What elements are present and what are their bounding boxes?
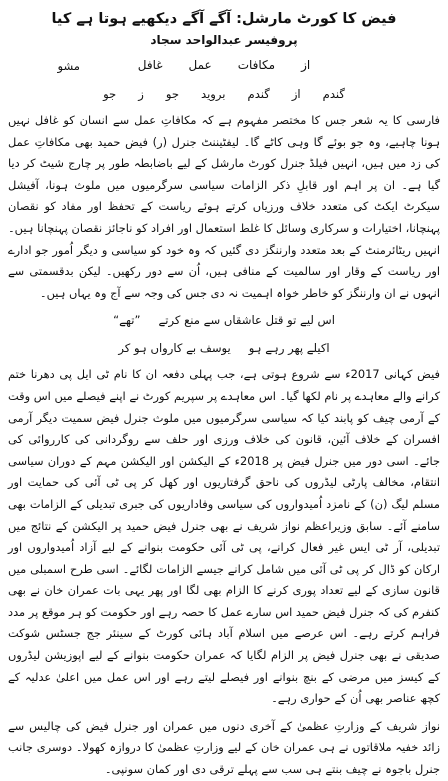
verse-text: اس لیے تو قتل عاشقاں سے منع کرتے bbox=[158, 313, 335, 328]
couplet-word: مکافات bbox=[237, 58, 276, 72]
couplet-word: از bbox=[291, 87, 301, 101]
couplet-word: جو bbox=[103, 87, 117, 101]
verse-line-1 bbox=[8, 308, 440, 332]
couplet-word: ز bbox=[138, 87, 144, 101]
couplet-last-word-row bbox=[8, 54, 440, 78]
paragraph-intro: فارسی کا یہ شعر جس کا مختصر مفہوم ہے کہ مکافاتِ عمل سے انسان کو غافل نہیں ہونا چاہیے، وہ جو بوئے گا وہی کاٹے گا۔ لیفٹیننٹ جنرل (ر) فیض حمید بھی مکافاتِ عمل کی زد میں ہیں، انہیں فیلڈ جنرل کورٹ مارشل کے لیے باضابطہ طور پر چارج شیٹ کر دیا گیا ہے۔ ان پر اہم اور قابلِ ذکر الزامات سیاسی سرگرمیوں میں ملوث ہونا، آفیشل سیکرٹ ایکٹ کی متعدد خلاف ورزیاں کرتے ہوئے ریاست کے تحفظ اور مفاد کو نقصان پہنچانا، اختیارات و سرکاری وسائل کا غلط استعمال اور افراد کو ناجائز نقصان پہنچانا ہیں۔ انہیں ریٹائرمنٹ کے بعد متعدد وارننگز دی گئیں کہ وہ خود کو سیاسی و دیگر اُمور جو ادارے اور ریاست کے وقار اور سالمیت کے منافی ہیں، اُن سے دور رکھیں۔ لیکن بدقسمتی سے انہوں نے ان وارننگز کو خاطر خواہ اہمیت نہ دی جس کی وجہ سے آج وہ یہاں ہیں۔ bbox=[8, 113, 440, 300]
couplet-word: عمل bbox=[188, 58, 212, 72]
couplet-word: غافل bbox=[137, 58, 163, 72]
couplet-word: جو bbox=[165, 87, 179, 101]
paragraph-faiz-story: فیض کہانی 2017ء سے شروع ہوتی ہے، جب پہلی دفعہ ان کا نام ٹی ایل پی دھرنا ختم کرانے والے معاہدے پر نام لکھا گیا۔ اس معاہدے پر سپریم کورٹ نے اپنے فیصلے میں اس وقت کے آرمی چیف کو پابند کیا کہ سیاسی سرگرمیوں میں ملوث جنرل فیض سمیت دیگر آرمی افسران کے خلاف آئین، قانون کی خلاف ورزی اور حلف سے روگردانی کی کارروائی کی جائے۔ اسی دور میں جنرل فیض پر 2018ء کے الیکشن اور الیکشن مہم کے دوران سیاسی انتقام، مخالف پارٹی لیڈروں کی ناحق گرفتاریوں اور کھل کر پی ٹی آئی کی حمایت اور مسلم لیگ (ن) کے نامزد اُمیدواروں کی سیاسی وفاداریوں کی جبری تبدیلی کے الزامات بھی سامنے آئے۔ سابق وزیراعظم نواز شریف نے بھی جنرل فیض حمید پر الیکشن کے نتائج میں تبدیلی، آر ٹی ایس غیر فعال کرانے، پی ٹی آئی حکومت بنوانے کے لیے آزاد اُمیدواروں اور ارکان کو ڈال کر پی ٹی آئی میں شامل کرانے جیسے الزامات لگائے۔ اسی طرح اسمبلی میں قانون سازی کے لیے تعداد پوری کرنے کا الزام بھی لگا اور پھر یہی بات عمران خان نے بھی کنفرم کی کہ جنرل فیض حمید اس سارے عمل کا حصہ رہے اور حکومت کو ہر موقع پر مدد فراہم کرتے رہے۔ اس عرصے میں اسلام آباد ہائی کورٹ کے سینئر جج جسٹس شوکت صدیقی نے بھی جنرل فیض پر الزام لگایا کہ عمران حکومت بنوانے کے لیے اپوزیشن لیڈروں کے کیسز میں مرضی کے بنچ بنوانے اور فیصلے لیتے رہے اور اس عمل میں اعلیٰ عدلیہ کے کچھ عناصر بھی اُن کے حواری رہے۔ bbox=[8, 367, 440, 706]
couplet-word: از bbox=[301, 58, 311, 72]
paragraph-meetings: نواز شریف کے وزارتِ عظمیٰ کے آخری دنوں میں عمران اور جنرل فیض کی چالیس سے زائد خفیہ ملاقاتوں نے ہی عمران خان کے لیے وزارتِ عظمیٰ کا دروازہ کھولا۔ دوسری جانب جنرل باجوہ نے چیف بنتے ہی سب سے پہلے ترقی دی اور کمان سونپی۔ bbox=[8, 718, 440, 777]
verse-text: یوسف بے کارواں ہو کر bbox=[118, 341, 231, 356]
verse-line-2 bbox=[8, 336, 440, 360]
couplet-word: گندم bbox=[322, 87, 345, 101]
couplet-word: گندم bbox=[247, 87, 270, 101]
verse-quote: ”تھے“ bbox=[113, 313, 141, 328]
couplet-line-2 bbox=[8, 82, 440, 106]
verse-text: اکیلے پھر رہے ہو bbox=[248, 341, 330, 356]
article-title: فیض کا کورٹ مارشل: آگے آگے دیکھیے ہوتا ہے کیا bbox=[51, 11, 397, 27]
couplet-word: مشو bbox=[57, 59, 80, 73]
couplet-word: بروید bbox=[200, 87, 226, 101]
author-byline: پروفیسر عبدالواحد سجاد bbox=[150, 33, 298, 47]
